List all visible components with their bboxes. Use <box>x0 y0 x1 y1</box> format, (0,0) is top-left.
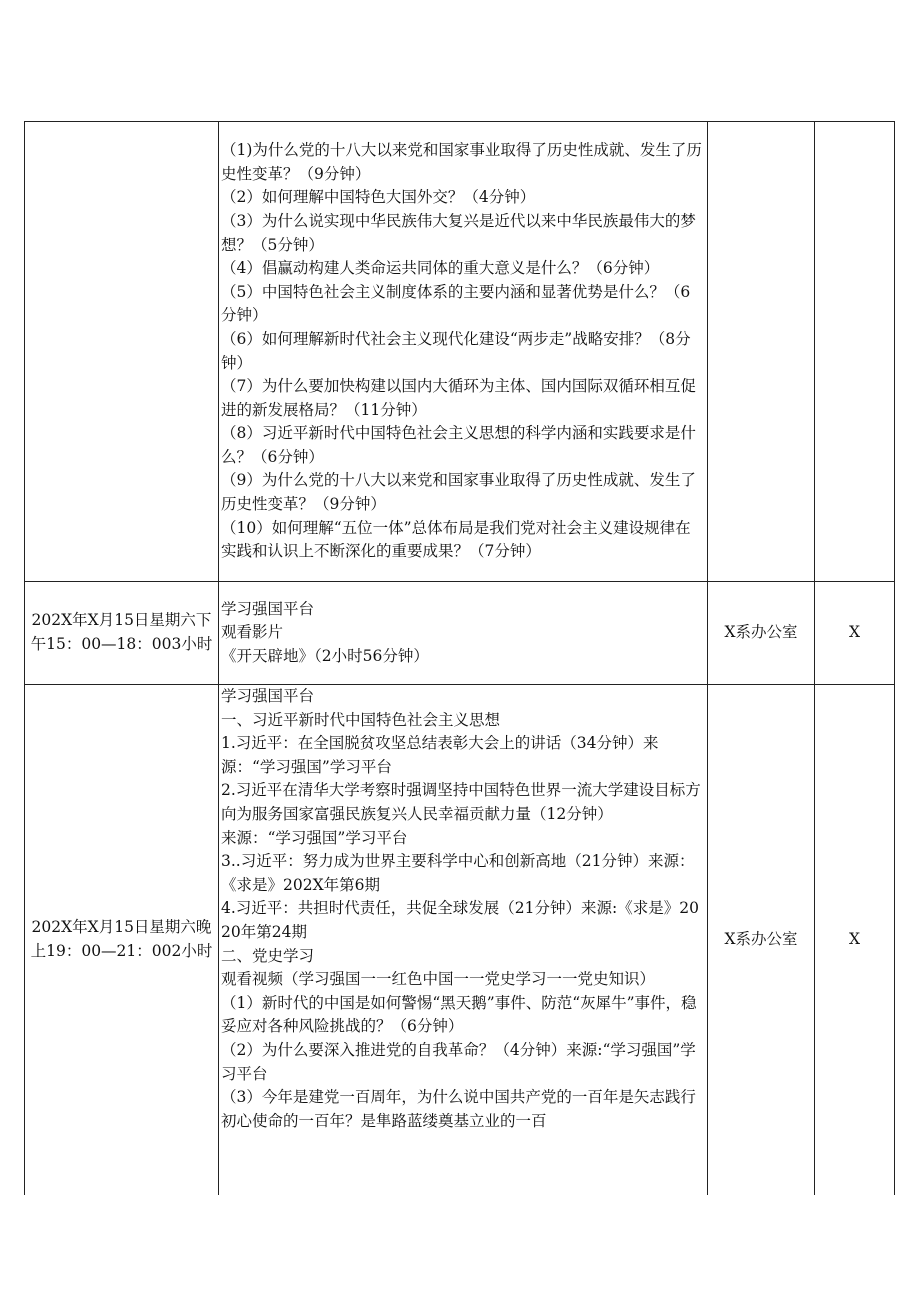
content-line: 2.习近平在清华大学考察时强调坚持中国特色世界一流大学建设目标方向为服务国家富强民族复兴人民幸福贡献力量（12分钟） <box>221 781 701 823</box>
content-line: 3..习近平：努力成为世界主要科学中心和创新高地（21分钟）来源：《求是》202X年第6期 <box>221 852 695 894</box>
person-cell <box>815 122 895 582</box>
content-line: 来源：“学习强国”学习平台 <box>221 828 408 847</box>
table-row <box>25 685 895 1195</box>
content-line: （3）今年是建党一百周年，为什么说中国共产党的一百年是矢志践行初心使命的一百年？是隼路蓝缕奠基立业的一百 <box>221 1088 696 1130</box>
content-line: （9）为什么党的十八大以来党和国家事业取得了历史性成就、发生了历史性变革？（9分钟） <box>221 471 696 514</box>
place-cell: X系办公室 <box>708 685 815 1195</box>
time-cell: 202X年X月15日星期六下午15：00—18：003小时 <box>25 582 219 685</box>
person-cell: X <box>815 582 895 685</box>
content-line: （5）中国特色社会主义制度体系的主要内涵和显著优势是什么？（6分钟） <box>221 282 691 325</box>
content-line: （4）倡赢动构建人类命运共同体的重大意义是什么？（6分钟） <box>221 259 660 278</box>
content-line: 1.习近平：在全国脱贫攻坚总结表彰大会上的讲话（34分钟）来源：“学习强国”学习平台 <box>221 734 659 776</box>
content-cell <box>219 122 708 582</box>
content-line: 学习强国平台 <box>221 599 315 618</box>
content-line: 一、习近平新时代中国特色社会主义思想 <box>221 710 501 729</box>
schedule-table <box>24 121 895 1195</box>
content-cell <box>219 685 708 1195</box>
content-line: 4.习近平：共担时代责任，共促全球发展（21分钟）来源:《求是》2020年第24期 <box>221 899 699 941</box>
content-line: （6）如何理解新时代社会主义现代化建设“两步走”战略安排？（8分钟） <box>221 329 691 372</box>
content-cell <box>219 582 708 685</box>
table-row <box>25 582 895 685</box>
content-line: （7）为什么要加快构建以国内大循环为主体、国内国际双循环相互促进的新发展格局？（11分钟） <box>221 377 696 419</box>
time-cell: 202X年X月15日星期六晚上19：00—21：002小时 <box>25 685 219 1195</box>
table-row <box>25 122 895 582</box>
content-line: （2）为什么要深入推进党的自我革命？（4分钟）来源:“学习强国”学习平台 <box>221 1040 696 1083</box>
content-line: 观看视频（学习强国一一红色中国一一党史学习一一党史知识） <box>221 970 656 989</box>
content-line: （1)为什么党的十八大以来党和国家事业取得了历史性成就、发生了历史性变革？（9分钟） <box>221 141 702 183</box>
content-line: 学习强国平台 <box>221 687 315 705</box>
content-line: （8）习近平新时代中国特色社会主义思想的科学内涵和实践要求是什么？（6分钟） <box>221 424 696 466</box>
content-line: （10）如何理解“五位一体”总体布局是我们党对社会主义建设规律在实践和认识上不断深化的重要成果？（7分钟） <box>221 518 691 561</box>
person-cell: X <box>815 685 895 1195</box>
time-cell <box>25 122 219 582</box>
content-line: 二、党史学习 <box>221 946 315 965</box>
place-cell: X系办公室 <box>708 582 815 685</box>
content-line: 《开天辟地》（2小时56分钟） <box>221 646 429 665</box>
place-cell <box>708 122 815 582</box>
content-line: （1）新时代的中国是如何警惕“黑天鹅”事件、防范“灰犀牛”事件，稳妥应对各种风险挑战的？（6分钟） <box>221 993 697 1036</box>
content-line: 观看影片 <box>221 623 284 642</box>
content-line: （2）如何理解中国特色大国外交？（4分钟） <box>221 188 536 207</box>
content-line: （3）为什么说实现中华民族伟大复兴是近代以来中华民族最伟大的梦想？（5分钟） <box>221 211 696 254</box>
